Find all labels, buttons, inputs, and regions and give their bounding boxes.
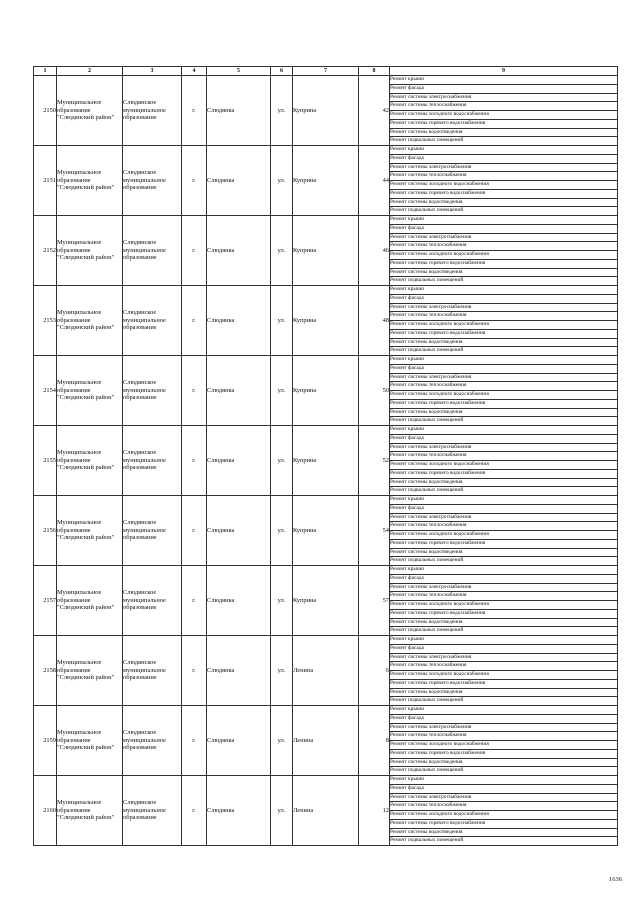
street-name: Ленина [293,706,359,776]
street-name: Куприна [293,496,359,566]
street-name: Куприна [293,566,359,636]
street-type: ул. [271,566,293,636]
work-type: Ремонт системы теплоснабжения [390,172,618,181]
settlement-name: Слюдянка [207,496,271,566]
street-type: ул. [271,146,293,216]
record-number: 2156 [34,496,57,566]
work-type: Ремонт системы холодного водоснабжения [390,601,618,610]
settlement-name: Слюдянка [207,216,271,286]
district-name: Муниципальное образование "Слюдянский район" [57,356,123,426]
work-type: Ремонт системы водоотведения [390,268,618,277]
street-name: Куприна [293,76,359,146]
street-type: ул. [271,216,293,286]
settlement-name: Слюдянка [207,426,271,496]
street-name: Куприна [293,356,359,426]
work-type: Ремонт системы горячего водоснабжения [390,119,618,128]
table-row [34,496,618,505]
work-type: Ремонт системы электроснабжения [390,513,618,522]
work-type: Ремонт системы холодного водоснабжения [390,391,618,400]
work-type: Ремонт системы водоотведения [390,128,618,137]
table-row [34,636,618,645]
work-type: Ремонт системы электроснабжения [390,443,618,452]
district-name: Муниципальное образование "Слюдянский район" [57,776,123,846]
work-type: Ремонт крыши [390,426,618,435]
work-type: Ремонт фасада [390,154,618,163]
table-body [34,76,618,846]
work-type: Ремонт системы теплоснабжения [390,732,618,741]
street-type: ул. [271,426,293,496]
settlement-type: г. [182,566,207,636]
work-type: Ремонт фасада [390,504,618,513]
street-type: ул. [271,496,293,566]
work-type: Ремонт крыши [390,146,618,155]
page-number: 1636 [609,876,622,883]
work-type: Ремонт фасада [390,784,618,793]
settlement-type: г. [182,706,207,776]
work-type: Ремонт системы теплоснабжения [390,102,618,111]
work-type: Ремонт крыши [390,216,618,225]
header-col-5: 5 [207,67,271,76]
work-type: Ремонт фасада [390,224,618,233]
work-type: Ремонт системы холодного водоснабжения [390,181,618,190]
work-type: Ремонт крыши [390,496,618,505]
header-row [34,67,618,76]
work-type: Ремонт системы горячего водоснабжения [390,539,618,548]
work-type: Ремонт системы холодного водоснабжения [390,531,618,540]
work-type: Ремонт крыши [390,776,618,785]
district-name: Муниципальное образование "Слюдянский район" [57,496,123,566]
table-row [34,426,618,435]
work-type: Ремонт подвальных помещений [390,697,618,706]
work-type: Ремонт системы теплоснабжения [390,522,618,531]
work-type: Ремонт системы водоотведения [390,338,618,347]
work-type: Ремонт крыши [390,706,618,715]
work-type: Ремонт системы теплоснабжения [390,242,618,251]
work-type: Ремонт фасада [390,294,618,303]
work-type: Ремонт системы горячего водоснабжения [390,329,618,338]
district-name: Муниципальное образование "Слюдянский район" [57,76,123,146]
work-type: Ремонт системы теплоснабжения [390,662,618,671]
header-col-8: 8 [359,67,390,76]
work-type: Ремонт фасада [390,434,618,443]
work-type: Ремонт системы холодного водоснабжения [390,461,618,470]
work-type: Ремонт системы электроснабжения [390,373,618,382]
record-number: 2150 [34,76,57,146]
work-type: Ремонт системы водоотведения [390,548,618,557]
work-type: Ремонт системы горячего водоснабжения [390,189,618,198]
settlement-type: г. [182,146,207,216]
work-type: Ремонт системы холодного водоснабжения [390,321,618,330]
municipality-name: Слюдянское муниципальное образование [123,76,182,146]
work-type: Ремонт системы водоотведения [390,828,618,837]
work-type: Ремонт подвальных помещений [390,627,618,636]
work-type: Ремонт подвальных помещений [390,557,618,566]
settlement-name: Слюдянка [207,146,271,216]
table-row [34,146,618,155]
work-type: Ремонт системы электроснабжения [390,93,618,102]
settlement-type: г. [182,636,207,706]
street-type: ул. [271,286,293,356]
work-type: Ремонт крыши [390,76,618,85]
work-type: Ремонт крыши [390,566,618,575]
header-col-4: 4 [182,67,207,76]
header-col-3: 3 [123,67,182,76]
work-type: Ремонт системы холодного водоснабжения [390,251,618,260]
work-type: Ремонт фасада [390,574,618,583]
work-type: Ремонт системы теплоснабжения [390,452,618,461]
municipality-name: Слюдянское муниципальное образование [123,426,182,496]
work-type: Ремонт системы электроснабжения [390,163,618,172]
work-type: Ремонт системы горячего водоснабжения [390,819,618,828]
work-type: Ремонт системы электроснабжения [390,233,618,242]
house-number: 44 [359,146,390,216]
settlement-type: г. [182,76,207,146]
district-name: Муниципальное образование "Слюдянский район" [57,636,123,706]
settlement-type: г. [182,496,207,566]
table-row [34,706,618,715]
house-number: 6 [359,636,390,706]
work-type: Ремонт системы горячего водоснабжения [390,679,618,688]
work-type: Ремонт системы теплоснабжения [390,592,618,601]
district-name: Муниципальное образование "Слюдянский район" [57,706,123,776]
work-type: Ремонт системы электроснабжения [390,303,618,312]
municipality-name: Слюдянское муниципальное образование [123,286,182,356]
work-type: Ремонт фасада [390,644,618,653]
header-col-7: 7 [293,67,359,76]
house-number: 57 [359,566,390,636]
work-type: Ремонт системы холодного водоснабжения [390,111,618,120]
work-type: Ремонт крыши [390,636,618,645]
work-type: Ремонт системы электроснабжения [390,723,618,732]
work-type: Ремонт системы водоотведения [390,618,618,627]
register-table [33,66,618,846]
work-type: Ремонт системы горячего водоснабжения [390,469,618,478]
work-type: Ремонт системы электроснабжения [390,653,618,662]
settlement-name: Слюдянка [207,706,271,776]
table-row [34,286,618,295]
header-col-6: 6 [271,67,293,76]
work-type: Ремонт системы горячего водоснабжения [390,609,618,618]
settlement-name: Слюдянка [207,776,271,846]
street-name: Куприна [293,216,359,286]
work-type: Ремонт системы холодного водоснабжения [390,671,618,680]
municipality-name: Слюдянское муниципальное образование [123,216,182,286]
work-type: Ремонт крыши [390,286,618,295]
record-number: 2153 [34,286,57,356]
street-name: Ленина [293,776,359,846]
header-col-2: 2 [57,67,123,76]
work-type: Ремонт подвальных помещений [390,417,618,426]
settlement-type: г. [182,216,207,286]
work-type: Ремонт подвальных помещений [390,767,618,776]
header-col-9: 9 [390,67,618,76]
work-type: Ремонт подвальных помещений [390,137,618,146]
work-type: Ремонт крыши [390,356,618,365]
district-name: Муниципальное образование "Слюдянский район" [57,566,123,636]
street-type: ул. [271,636,293,706]
table-row [34,776,618,785]
municipality-name: Слюдянское муниципальное образование [123,496,182,566]
house-number: 48 [359,286,390,356]
work-type: Ремонт системы электроснабжения [390,583,618,592]
work-type: Ремонт подвальных помещений [390,347,618,356]
municipality-name: Слюдянское муниципальное образование [123,146,182,216]
settlement-name: Слюдянка [207,286,271,356]
house-number: 54 [359,496,390,566]
municipality-name: Слюдянское муниципальное образование [123,566,182,636]
record-number: 2160 [34,776,57,846]
work-type: Ремонт фасада [390,364,618,373]
table-row [34,76,618,85]
street-type: ул. [271,356,293,426]
settlement-type: г. [182,286,207,356]
work-type: Ремонт системы горячего водоснабжения [390,749,618,758]
house-number: 8 [359,706,390,776]
house-number: 50 [359,356,390,426]
work-type: Ремонт фасада [390,714,618,723]
record-number: 2158 [34,636,57,706]
district-name: Муниципальное образование "Слюдянский район" [57,216,123,286]
record-number: 2155 [34,426,57,496]
record-number: 2157 [34,566,57,636]
house-number: 12 [359,776,390,846]
district-name: Муниципальное образование "Слюдянский район" [57,286,123,356]
street-name: Куприна [293,426,359,496]
street-name: Ленина [293,636,359,706]
work-type: Ремонт системы горячего водоснабжения [390,259,618,268]
settlement-name: Слюдянка [207,636,271,706]
work-type: Ремонт системы электроснабжения [390,793,618,802]
municipality-name: Слюдянское муниципальное образование [123,776,182,846]
settlement-name: Слюдянка [207,76,271,146]
street-name: Куприна [293,286,359,356]
work-type: Ремонт системы водоотведения [390,478,618,487]
street-type: ул. [271,76,293,146]
work-type: Ремонт фасада [390,84,618,93]
table-row [34,356,618,365]
work-type: Ремонт подвальных помещений [390,277,618,286]
work-type: Ремонт системы теплоснабжения [390,382,618,391]
municipality-name: Слюдянское муниципальное образование [123,706,182,776]
street-type: ул. [271,706,293,776]
table-row [34,566,618,575]
settlement-name: Слюдянка [207,566,271,636]
settlement-type: г. [182,356,207,426]
work-type: Ремонт системы теплоснабжения [390,802,618,811]
work-type: Ремонт системы холодного водоснабжения [390,741,618,750]
municipality-name: Слюдянское муниципальное образование [123,636,182,706]
work-type: Ремонт подвальных помещений [390,207,618,216]
work-type: Ремонт системы горячего водоснабжения [390,399,618,408]
work-type: Ремонт системы водоотведения [390,408,618,417]
work-type: Ремонт системы водоотведения [390,198,618,207]
record-number: 2151 [34,146,57,216]
record-number: 2152 [34,216,57,286]
work-type: Ремонт подвальных помещений [390,487,618,496]
settlement-name: Слюдянка [207,356,271,426]
district-name: Муниципальное образование "Слюдянский район" [57,146,123,216]
street-type: ул. [271,776,293,846]
street-name: Куприна [293,146,359,216]
district-name: Муниципальное образование "Слюдянский район" [57,426,123,496]
house-number: 42 [359,76,390,146]
header-col-1: 1 [34,67,57,76]
work-type: Ремонт системы водоотведения [390,758,618,767]
record-number: 2159 [34,706,57,776]
table-row [34,216,618,225]
house-number: 52 [359,426,390,496]
settlement-type: г. [182,776,207,846]
work-type: Ремонт подвальных помещений [390,837,618,846]
municipality-name: Слюдянское муниципальное образование [123,356,182,426]
settlement-type: г. [182,426,207,496]
work-type: Ремонт системы водоотведения [390,688,618,697]
work-type: Ремонт системы холодного водоснабжения [390,811,618,820]
house-number: 46 [359,216,390,286]
record-number: 2154 [34,356,57,426]
work-type: Ремонт системы теплоснабжения [390,312,618,321]
